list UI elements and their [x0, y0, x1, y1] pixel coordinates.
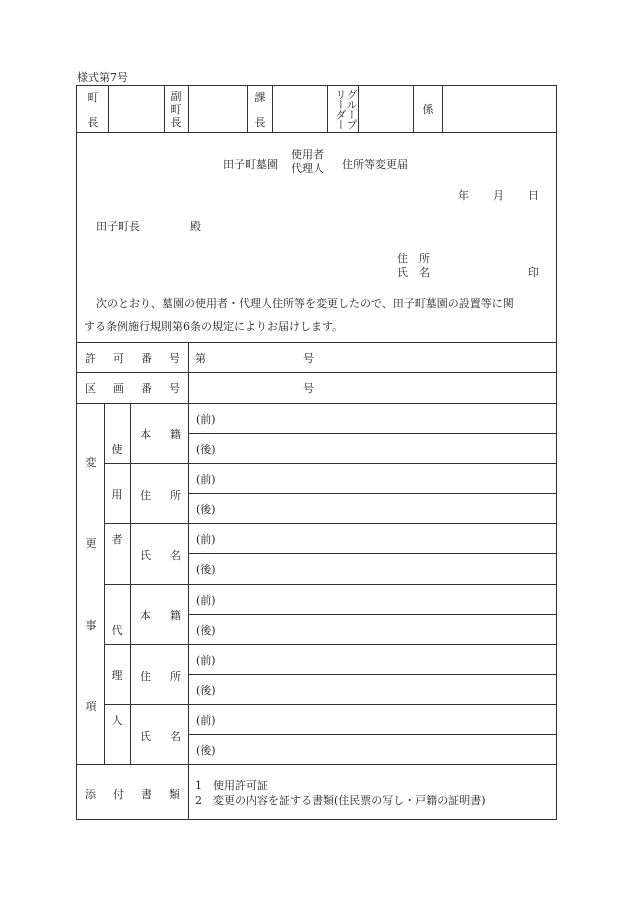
- date-month: 月: [493, 189, 504, 202]
- agent-domicile-after: (後): [196, 624, 216, 637]
- plot-number-suffix: 号: [303, 382, 314, 395]
- user-address-label: 住 所: [140, 489, 181, 502]
- agent-name-before: (前): [196, 714, 216, 727]
- user-label: 使 用 者: [111, 443, 123, 546]
- user-domicile-before: (前): [196, 413, 216, 426]
- approval-deputy-2: 町: [170, 103, 182, 116]
- agent-name-label: 氏 名: [140, 730, 181, 743]
- agent-name-after: (後): [196, 744, 216, 757]
- agent-domicile-label: 本 籍: [140, 609, 181, 622]
- applicant-seal: 印: [528, 266, 539, 279]
- user-address-after: (後): [196, 503, 216, 516]
- agent-address-before: (前): [196, 654, 216, 667]
- title-agent: 代理人: [291, 162, 324, 175]
- attachment-item-1: 1 使用許可証: [195, 779, 268, 792]
- permit-number-suffix: 号: [303, 352, 314, 365]
- applicant-name-label: 氏 名: [397, 266, 430, 279]
- changes-section-label: 変 更 事 項: [85, 456, 97, 713]
- date-day: 日: [528, 189, 539, 202]
- attachments-label: 添 付 書 類: [85, 788, 180, 801]
- agent-domicile-before: (前): [196, 594, 216, 607]
- notification-form: [76, 133, 557, 820]
- title-suffix: 住所等変更届: [342, 158, 408, 171]
- approval-section-chief-2: 長: [254, 116, 266, 129]
- applicant-address-label: 住 所: [397, 252, 430, 265]
- approval-deputy-1: 副: [170, 90, 182, 103]
- body-text-line-2: する条例施行規則第6条の規定によりお届けします。: [84, 320, 344, 333]
- user-address-before: (前): [196, 473, 216, 486]
- agent-label: 代 理 人: [111, 624, 123, 727]
- user-name-label: 氏 名: [140, 549, 181, 562]
- permit-number-prefix: 第: [195, 352, 206, 365]
- plot-number-label: 区 画 番 号: [85, 382, 180, 395]
- date-year: 年: [458, 189, 469, 202]
- approval-town-head-2: 長: [87, 116, 99, 129]
- agent-address-label: 住 所: [140, 670, 181, 683]
- attachment-item-2: 2 変更の内容を証する書類(住民票の写し・戸籍の証明書): [195, 794, 486, 807]
- approval-table: [76, 85, 557, 133]
- form-number: 様式第7号: [77, 71, 128, 84]
- approval-section-chief-1: 課: [254, 91, 266, 104]
- user-name-after: (後): [196, 563, 216, 576]
- user-domicile-label: 本 籍: [140, 428, 181, 441]
- user-name-before: (前): [196, 533, 216, 546]
- agent-address-after: (後): [196, 684, 216, 697]
- approval-group-leader: グループリーダー: [334, 89, 358, 129]
- title-user: 使用者: [291, 148, 324, 161]
- body-text-line-1: 次のとおり、墓園の使用者・代理人住所等を変更したので、田子町墓園の設置等に関: [96, 297, 514, 310]
- approval-staff: 係: [422, 103, 434, 116]
- user-domicile-after: (後): [196, 443, 216, 456]
- approval-town-head-1: 町: [87, 91, 99, 104]
- approval-deputy-3: 長: [170, 116, 182, 129]
- title-prefix: 田子町墓園: [223, 158, 278, 171]
- addressee-honorific: 殿: [190, 220, 201, 233]
- addressee-name: 田子町長: [96, 220, 140, 233]
- permit-number-label: 許 可 番 号: [85, 352, 180, 365]
